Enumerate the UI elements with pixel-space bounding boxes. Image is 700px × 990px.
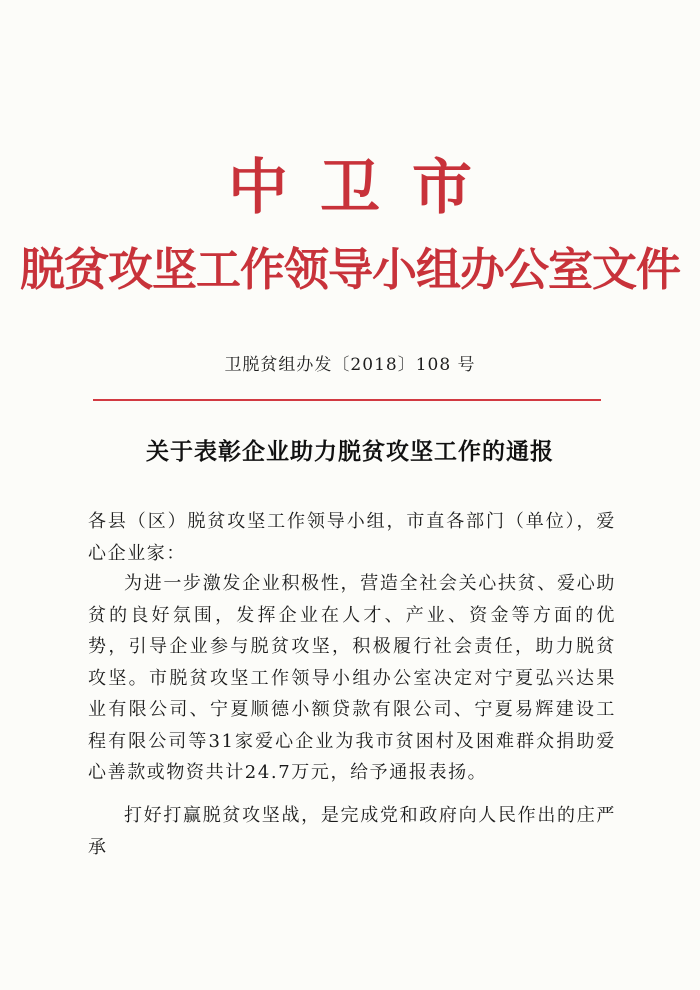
- salutation: 各县（区）脱贫攻坚工作领导小组，市直各部门（单位），爱心企业家：: [88, 511, 616, 564]
- issuer-city-heading: 中卫市: [228, 153, 504, 223]
- body-paragraph-1: 为进一步激发企业积极性，营造全社会关心扶贫、爱心助贫的良好氛围，发挥企业在人才、产业、资金等方面的优势，引导企业参与脱贫攻坚，积极履行社会责任，助力脱贫攻坚。市脱贫攻坚工作领导小组办公室决定对宁夏弘兴达果业有限公司、宁夏顺德小额贷款有限公司、宁夏易辉建设工程有限公司等31家爱心企业为我市贫困村及困难群众捐助爱心善款或物资共计24.7万元，给予通报表扬。: [88, 573, 616, 783]
- red-divider-line: [93, 399, 601, 401]
- document-number: 卫脱贫组办发〔2018〕108 号: [224, 355, 476, 375]
- issuer-office-heading: 脱贫攻坚工作领导小组办公室文件: [19, 243, 680, 296]
- document-title: 关于表彰企业助力脱贫攻坚工作的通报: [146, 438, 554, 465]
- body-paragraph-2: 打好打赢脱贫攻坚战，是完成党和政府向人民作出的庄严承: [88, 805, 616, 858]
